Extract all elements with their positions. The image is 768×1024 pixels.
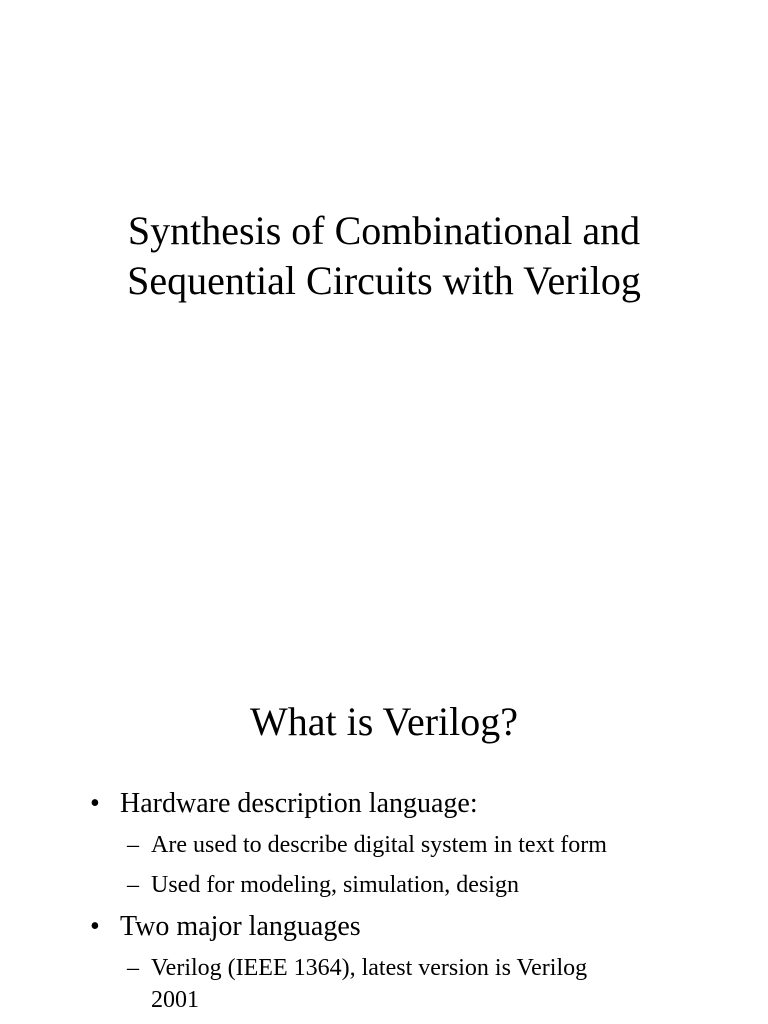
slide-title-line-2: Sequential Circuits with Verilog bbox=[127, 258, 641, 303]
sub-bullet-text: 2001 bbox=[151, 987, 199, 1013]
sub-bullet-text: Are used to describe digital system in text form bbox=[151, 832, 607, 858]
dash-mark: – bbox=[127, 872, 139, 898]
bullet-mark: • bbox=[90, 911, 100, 942]
bullet-text: Hardware description language: bbox=[120, 788, 478, 819]
sub-bullet-text: Used for modeling, simulation, design bbox=[151, 872, 519, 898]
bullet-item bbox=[90, 910, 361, 944]
slide-title-line-1: Synthesis of Combinational and bbox=[127, 208, 641, 253]
slide-heading: What is Verilog? bbox=[249, 699, 519, 744]
dash-mark: – bbox=[127, 955, 139, 981]
slide-title bbox=[0, 206, 768, 306]
sub-bullet-item bbox=[127, 954, 588, 982]
bullet-text: Two major languages bbox=[120, 911, 361, 942]
bullet-mark: • bbox=[90, 788, 100, 819]
dash-mark: – bbox=[127, 832, 139, 858]
sub-bullet-item bbox=[127, 831, 607, 859]
bullet-item bbox=[90, 787, 478, 821]
sub-bullet-item bbox=[127, 871, 519, 899]
sub-bullet-text: Verilog (IEEE 1364), latest version is Verilog bbox=[151, 955, 588, 981]
sub-bullet-continuation bbox=[151, 986, 199, 1014]
